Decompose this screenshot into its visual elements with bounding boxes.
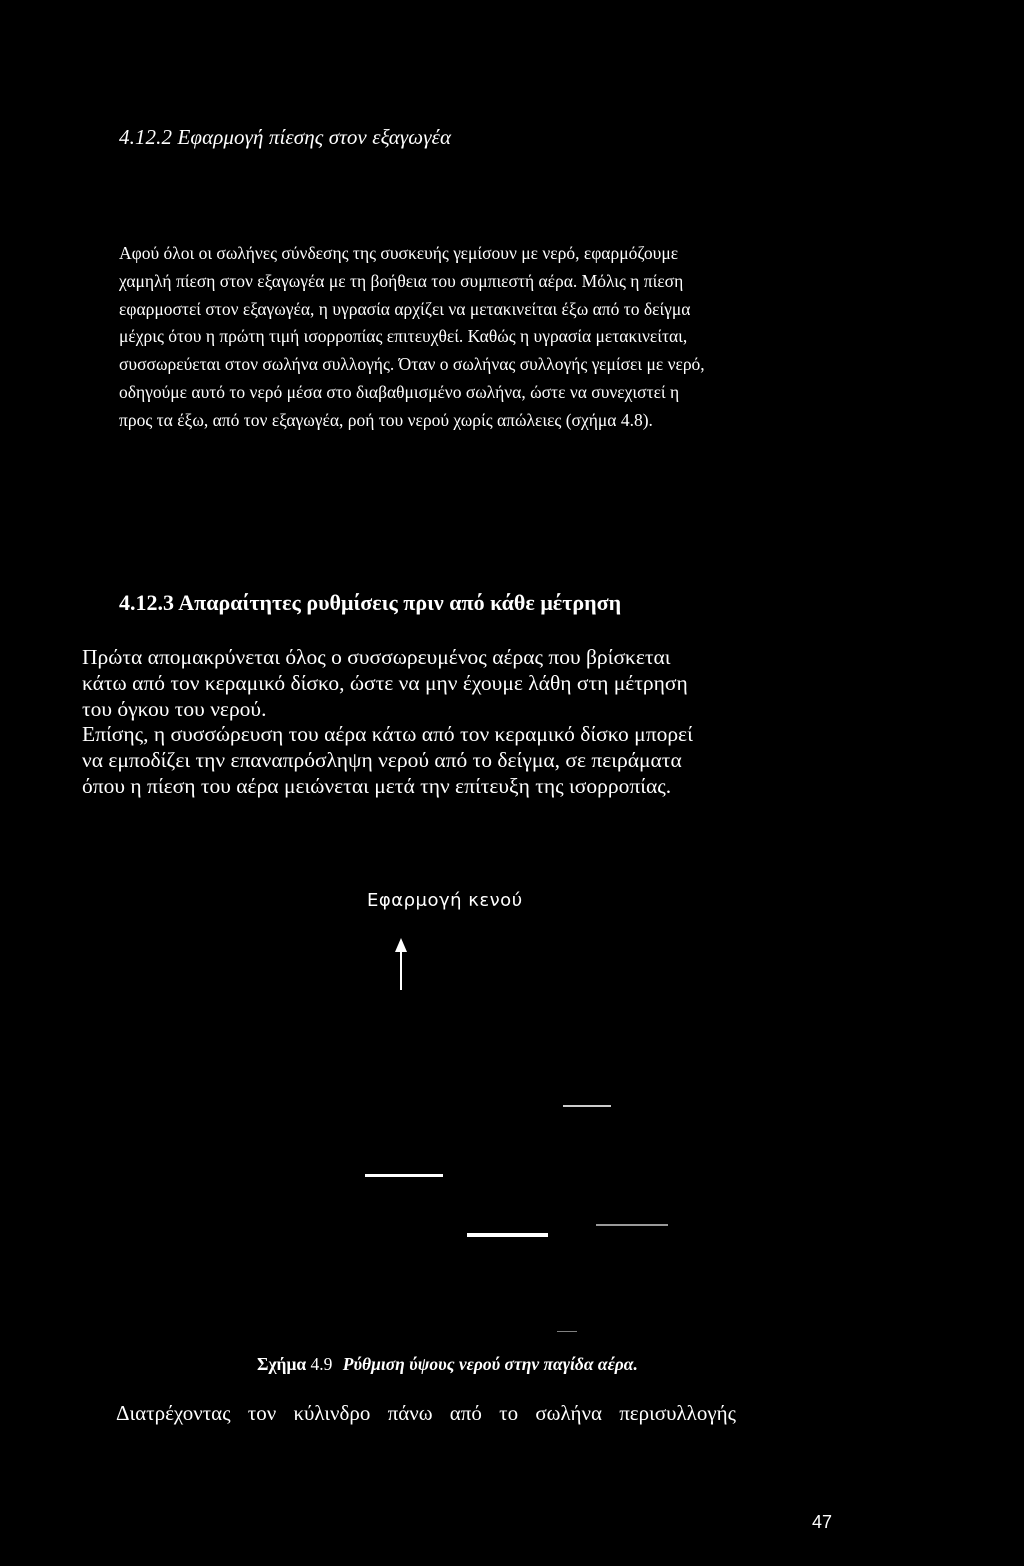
figure-line-fragment [557,1331,577,1332]
paragraph-line: χαμηλή πίεση στον εξαγωγέα με τη βοήθεια του συμπιεστή αέρα. Μόλις η πίεση [119,270,684,291]
section-heading-4-12-3: 4.12.3 Απαραίτητες ρυθμίσεις πριν από κάθε μέτρηση [119,590,622,615]
page-number: 47 [812,1512,833,1532]
paragraph-line: όπου η πίεση του αέρα μειώνεται μετά την επίτευξη της ισορροπίας. [82,773,672,798]
figure-line-fragment [596,1224,668,1226]
paragraph-pre-measurement-settings [82,645,862,800]
paragraph-line: να εμποδίζει την επαναπρόσληψη νερού από το δείγμα, σε πειράματα [82,748,682,773]
continuation-text: Διατρέχοντας τον κύλινδρο πάνω από το σωλήνα περισυλλογής [116,1401,736,1425]
paragraph-pressure-application [119,240,859,435]
section-heading-4-12-2: 4.12.2 Εφαρμογή πίεσης στον εξαγωγέα [119,125,452,149]
paragraph-line: του όγκου του νερού. [82,696,267,721]
figure-line-fragment [563,1105,611,1107]
paragraph-line: μέχρις ότου η πρώτη τιμή ισορροπίας επιτευχθεί. Καθώς η υγρασία μετακινείται, [119,326,688,347]
figure-caption [257,1354,638,1375]
caption-prefix: Σχήμα [257,1354,307,1374]
figure-vacuum-label: Εφαρμογή κενού [367,890,523,911]
paragraph-line: οδηγούμε αυτό το νερό μέσα στο διαβαθμισμένο σωλήνα, ώστε να συνεχιστεί η [119,381,680,402]
paragraph-line: Επίσης, η συσσώρευση του αέρα κάτω από τον κεραμικό δίσκο μπορεί [82,722,693,747]
paragraph-line: συσσωρεύεται στον σωλήνα συλλογής. Όταν ο σωλήνας συλλογής γεμίσει με νερό, [119,354,705,375]
paragraph-line: Πρώτα απομακρύνεται όλος ο συσσωρευμένος αέρας που βρίσκεται [82,645,671,669]
paragraph-line: Αφού όλοι οι σωλήνες σύνδεσης της συσκευής γεμίσουν με νερό, εφαρμόζουμε [119,243,679,263]
up-arrow-icon [393,938,409,990]
figure-line-fragment [467,1233,548,1237]
paragraph-line: κάτω από τον κεραμικό δίσκο, ώστε να μην έχουμε λάθη στη μέτρηση [82,670,688,695]
paragraph-line: εφαρμοστεί στον εξαγωγέα, η υγρασία αρχίζει να μετακινείται έξω από το δείγμα [119,298,691,319]
caption-text: Ρύθμιση ύψους νερού στην παγίδα αέρα. [342,1354,638,1374]
figure-line-fragment [365,1174,443,1177]
caption-number: 4.9 [310,1354,333,1374]
paragraph-line: προς τα έξω, από τον εξαγωγέα, ροή του νερού χωρίς απώλειες (σχήμα 4.8). [119,409,653,430]
